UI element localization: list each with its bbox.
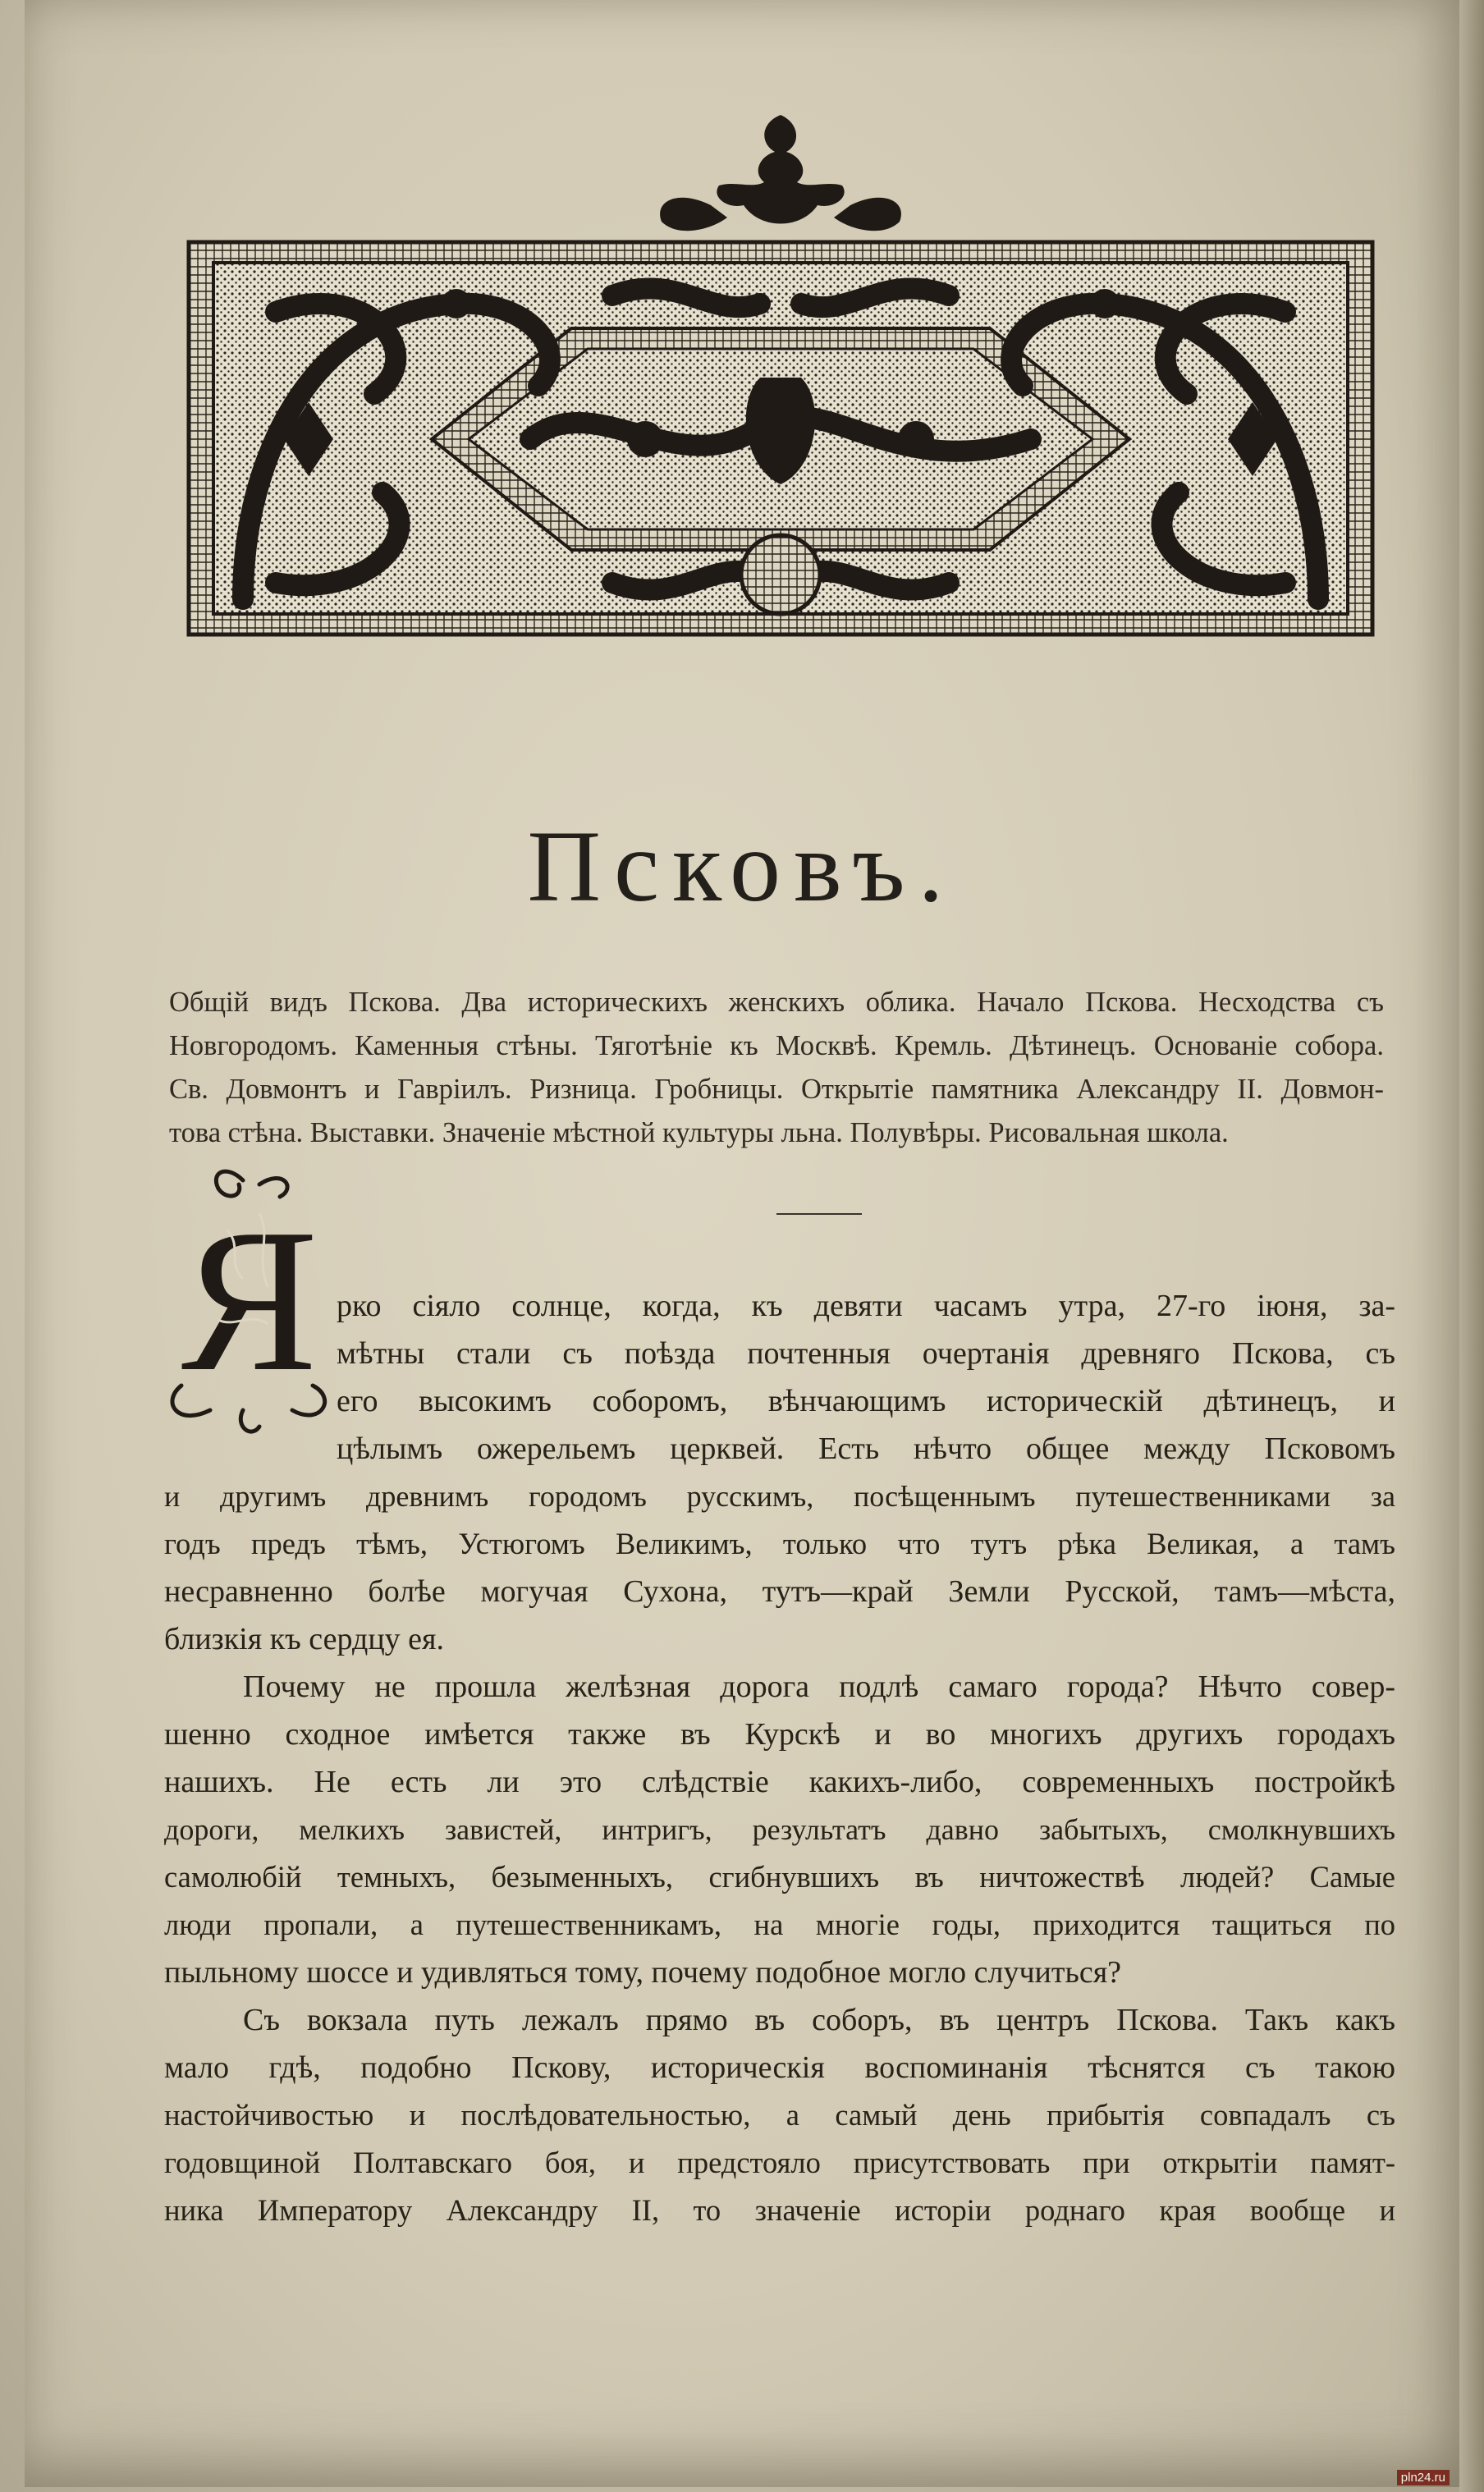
body-line: ника Императору Александру II, то значеніе исторіи роднаго края вообще и	[164, 2193, 1395, 2227]
body-line: его высокимъ соборомъ, вѣнчающимъ историческій дѣтинецъ, и	[337, 1384, 1395, 1418]
body-line: настойчивостью и послѣдовательностью, а самый день прибытія совпадалъ съ	[164, 2098, 1395, 2132]
body-line: люди пропали, а путешественникамъ, на многіе годы, приходится тащиться по	[164, 1908, 1395, 1941]
dropcap-letter: Я	[181, 1187, 318, 1414]
body-line: годовщиной Полтавскаго боя, и предстояло присутствовать при открытіи памят-	[164, 2146, 1395, 2179]
body-line: рко сіяло солнце, когда, къ девяти часамъ утра, 27-го іюня, за-	[337, 1289, 1395, 1323]
body-line: Почему не прошла желѣзная дорога подлѣ самаго города? Нѣчто совер-	[243, 1670, 1395, 1704]
summary-line: Общій видъ Пскова. Два историческихъ женскихъ облика. Начало Пскова. Несходства съ	[169, 987, 1384, 1018]
summary-line: Св. Довмонтъ и Гавріилъ. Ризница. Гробницы. Открытіе памятника Александру II. Довмон-	[169, 1074, 1384, 1105]
summary-line: това стѣна. Выставки. Значеніе мѣстной культуры льна. Полувѣры. Рисовальная школа.	[169, 1117, 1229, 1148]
body-line: дороги, мелкихъ завистей, интригъ, результатъ давно забытыхъ, смолкнувшихъ	[164, 1813, 1395, 1846]
body-line: цѣлымъ ожерельемъ церквей. Есть нѣчто общее между Псковомъ	[337, 1432, 1395, 1466]
body-line: самолюбій темныхъ, безыменныхъ, сгибнувшихъ въ ничтожествѣ людей? Самые	[164, 1860, 1395, 1894]
body-line: Съ вокзала путь лежалъ прямо въ соборъ, въ центръ Пскова. Такъ какъ	[243, 2003, 1395, 2037]
page-edge	[1459, 0, 1484, 2492]
body-line: шенно сходное имѣется также въ Курскѣ и во многихъ другихъ городахъ	[164, 1717, 1395, 1752]
chapter-summary	[169, 981, 1384, 1155]
summary-line: Новгородомъ. Каменныя стѣны. Тяготѣніе къ Москвѣ. Кремль. Дѣтинецъ. Основаніе собора.	[169, 1030, 1384, 1061]
decorative-headpiece	[186, 107, 1376, 640]
body-line: нашихъ. Не есть ли это слѣдствіе какихъ-либо, современныхъ постройкѣ	[164, 1765, 1395, 1799]
body-line: и другимъ древнимъ городомъ русскимъ, посѣщеннымъ путешественниками за	[164, 1480, 1395, 1513]
body-line: мало гдѣ, подобно Пскову, историческія воспоминанія тѣснятся съ такою	[164, 2050, 1395, 2085]
divider-rule	[776, 1213, 862, 1215]
body-line: близкія къ сердцу ея.	[164, 1622, 445, 1656]
ornamental-dropcap	[161, 1164, 337, 1443]
body-line: мѣтны стали съ поѣзда почтенныя очертанія древняго Пскова, съ	[337, 1336, 1395, 1371]
page-title: Псковъ.	[527, 810, 957, 923]
body-line: годъ предъ тѣмъ, Устюгомъ Великимъ, только что тутъ рѣка Великая, а тамъ	[164, 1527, 1395, 1560]
body-line: несравненно болѣе могучая Сухона, тутъ—край Земли Русской, тамъ—мѣста,	[164, 1574, 1395, 1609]
source-watermark: pln24.ru	[1397, 2470, 1450, 2485]
body-line: пыльному шоссе и удивляться тому, почему подобное могло случиться?	[164, 1955, 1122, 1990]
